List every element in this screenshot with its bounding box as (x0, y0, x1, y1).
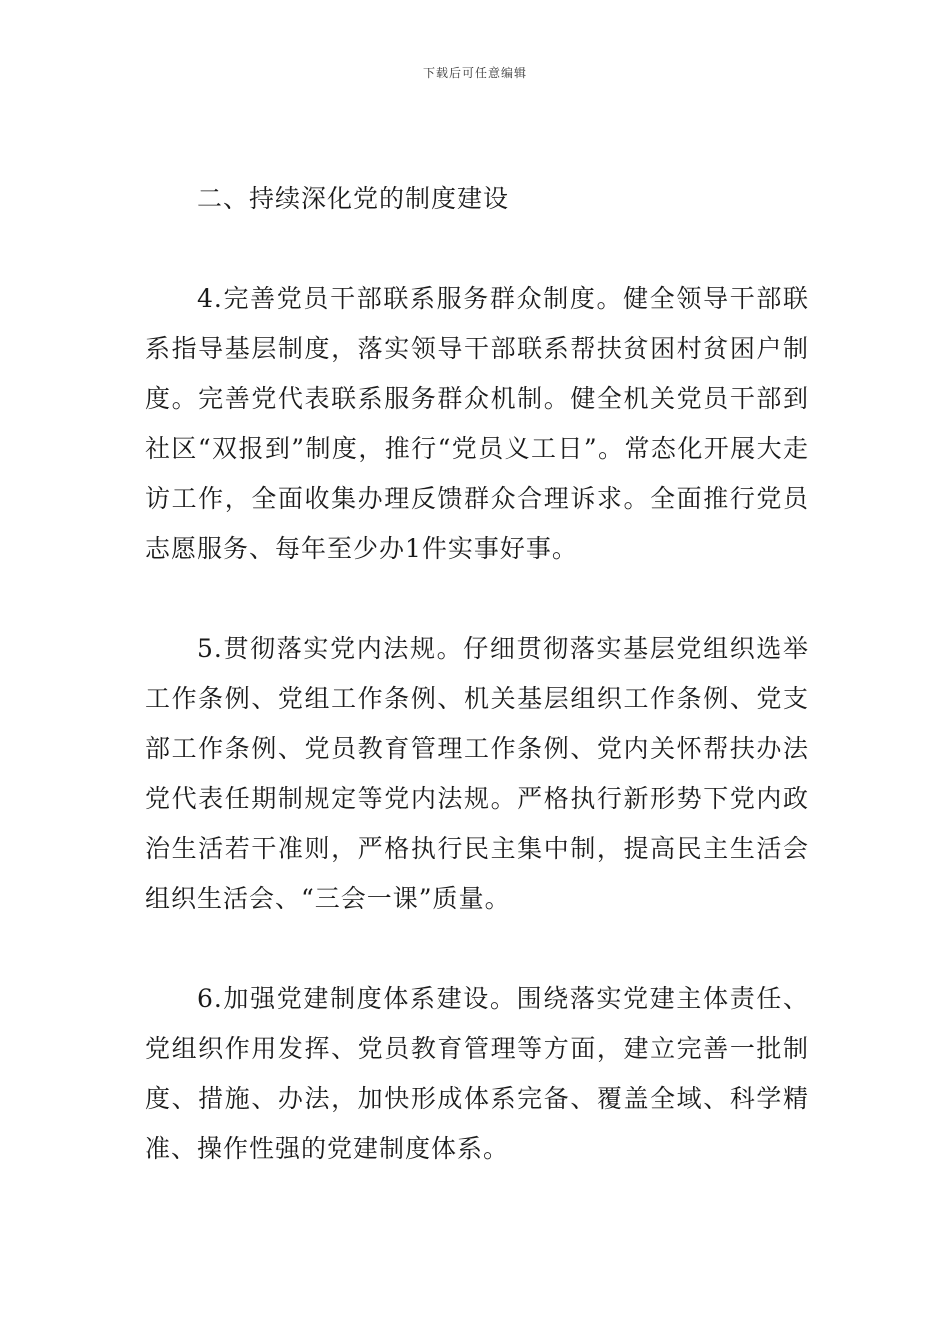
paragraph-item-5: 5.贯彻落实党内法规。仔细贯彻落实基层党组织选举工作条例、党组工作条例、机关基层组织工作条例、党支部工作条例、党员教育管理工作条例、党内关怀帮扶办法党代表任期制规定等党内法规。严格执行新形势下党内政治生活若干准则，严格执行民主集中制，提高民主生活会组织生活会、“三会一课”质量。 (145, 634, 809, 913)
spacer (145, 924, 809, 974)
document-body (145, 174, 809, 1174)
page-header: 下载后可任意编辑 (422, 66, 527, 80)
paragraph-item-6: 6.加强党建制度体系建设。围绕落实党建主体责任、党组织作用发挥、党员教育管理等方面，建立完善一批制度、措施、办法，加快形成体系完备、覆盖全域、科学精准、操作性强的党建制度体系。 (145, 984, 809, 1163)
spacer (145, 574, 809, 624)
spacer (145, 224, 809, 274)
section-title: 二、持续深化党的制度建设 (197, 184, 510, 213)
paragraph-item-4: 4.完善党员干部联系服务群众制度。健全领导干部联系指导基层制度，落实领导干部联系帮扶贫困村贫困户制度。完善党代表联系服务群众机制。健全机关党员干部到社区“双报到”制度，推行“党员义工日”。常态化开展大走访工作，全面收集办理反馈群众合理诉求。全面推行党员志愿服务、每年至少办1件实事好事。 (145, 284, 809, 563)
